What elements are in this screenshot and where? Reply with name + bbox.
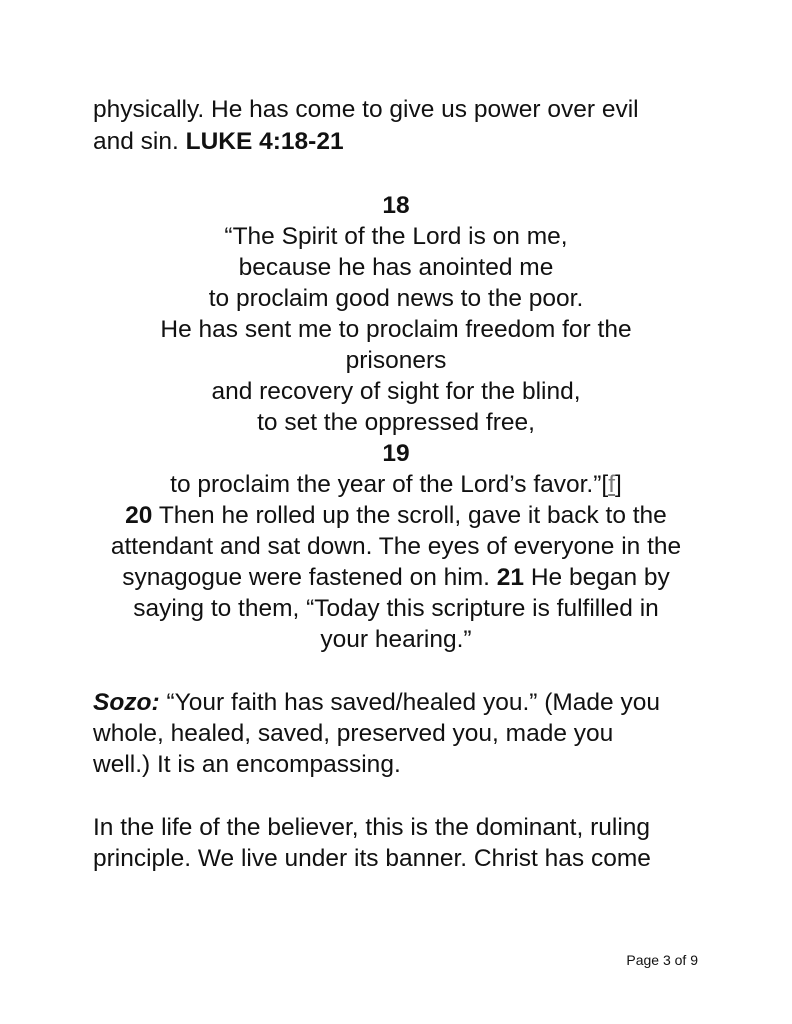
verse-21-line: your hearing.” [320,626,472,653]
footnote-link[interactable]: f [608,471,616,498]
sozo-quote: “Your faith has saved/healed you.” (Made you [166,689,660,716]
intro-text: and sin. [93,128,179,155]
sozo-line-2: whole, healed, saved, preserved you, made you [93,720,614,747]
verse-18-line: to set the oppressed free, [257,409,535,436]
verse-18-line: prisoners [345,347,447,374]
verse-18-line: because he has anointed me [238,254,554,281]
intro-line-1: physically. He has come to give us power over evil [93,96,639,123]
verse-20-text: synagogue were fastened on him. [122,564,490,591]
page-number: Page 3 of 9 [626,952,698,968]
verse-20-21-line [0,563,792,593]
sozo-line-3: well.) It is an encompassing. [93,751,401,778]
verse-18-line: He has sent me to proclaim freedom for the [160,316,632,343]
closing-line-1: In the life of the believer, this is the dominant, ruling [93,814,651,841]
verse-number-21: 21 [496,564,525,591]
verse-number-19: 19 [382,440,410,467]
scripture-reference: LUKE 4:18-21 [185,128,344,155]
verse-21-text: He began by [530,564,670,591]
verse-number-20: 20 [125,502,153,529]
verse-20-line [0,501,792,531]
sozo-term: Sozo: [93,689,160,716]
sozo-line-1 [93,688,660,718]
footnote-bracket: ] [615,471,622,498]
verse-number-18: 18 [382,192,410,219]
verse-19-text: to proclaim the year of the Lord’s favor.”[ [170,471,609,498]
verse-18-line: and recovery of sight for the blind, [211,378,581,405]
verse-20-line: attendant and sat down. The eyes of everyone in the [110,533,682,560]
verse-18-line: to proclaim good news to the poor. [208,285,584,312]
verse-21-line: saying to them, “Today this scripture is fulfilled in [133,595,659,622]
verse-18-line: “The Spirit of the Lord is on me, [224,223,568,250]
closing-line-2: principle. We live under its banner. Christ has come [93,845,651,872]
intro-line-2 [93,127,344,157]
verse-20-text: Then he rolled up the scroll, gave it back to the [158,502,667,529]
verse-19-line [0,470,792,500]
